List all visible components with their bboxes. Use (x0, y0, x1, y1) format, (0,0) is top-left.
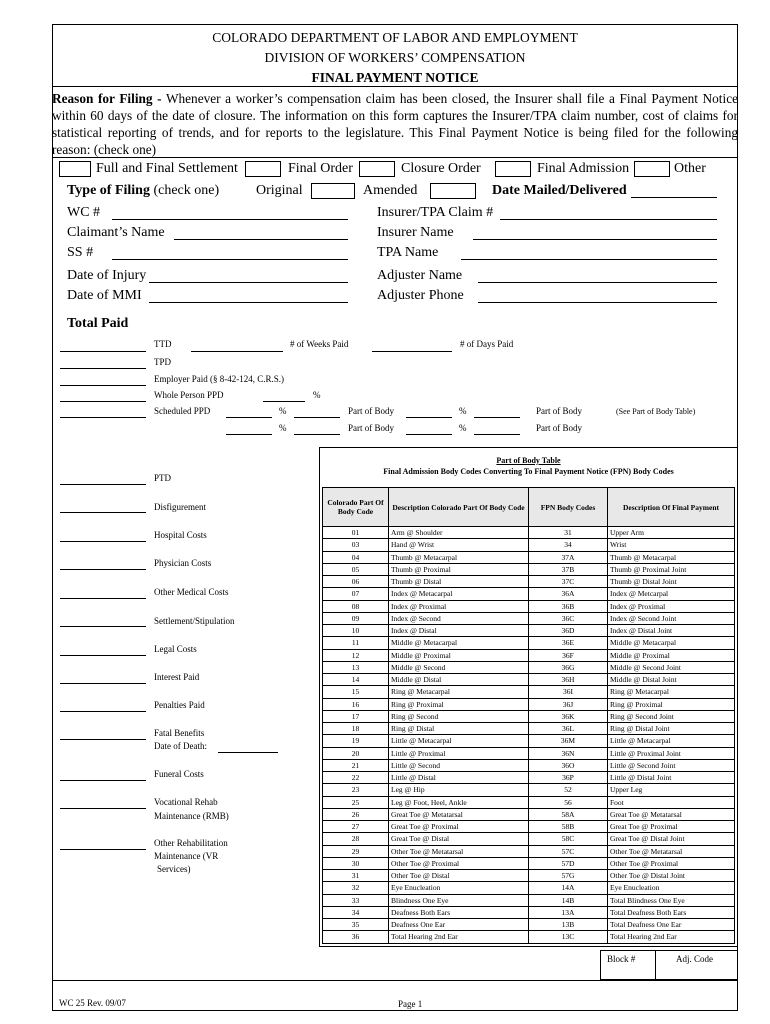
insurer-name-field[interactable] (473, 239, 717, 240)
colorado-desc-cell: Ring @ Metacarpal (389, 686, 529, 698)
fpn-desc-cell: Total Deafness Both Ears (608, 906, 735, 918)
final-order-label: Final Order (288, 161, 353, 176)
table-row (323, 808, 735, 820)
fpn-code-cell: 36K (529, 710, 608, 722)
colorado-desc-cell: Little @ Proximal (389, 747, 529, 759)
colorado-desc-cell: Eye Enucleation (389, 882, 529, 894)
other-rehab-label: Other Rehabilitation (154, 838, 228, 848)
wc-number-field[interactable] (112, 219, 348, 220)
body-table-subtitle: Final Admission Body Codes Converting To Final Payment Notice (FPN) Body Codes (383, 467, 674, 476)
fpn-desc-cell: Other Toe @ Proximal (608, 857, 735, 869)
colorado-code-cell: 07 (323, 588, 389, 600)
legal-costs-field[interactable] (60, 655, 146, 656)
fpn-code-cell: 58C (529, 833, 608, 845)
colorado-code-cell: 12 (323, 649, 389, 661)
ptd-label: PTD (154, 473, 172, 483)
colorado-desc-cell: Great Toe @ Proximal (389, 821, 529, 833)
colorado-code-cell: 15 (323, 686, 389, 698)
table-row (323, 649, 735, 661)
type-of-filing-label: Type of Filing (67, 183, 150, 198)
form-title: FINAL PAYMENT NOTICE (311, 70, 479, 85)
fpn-desc-cell: Wrist (608, 539, 735, 551)
colorado-desc-cell: Hand @ Wrist (389, 539, 529, 551)
type-of-filing (67, 183, 219, 199)
vocational-rehab-label: Vocational Rehab (154, 797, 218, 807)
scheduled-percent-3-sign: % (279, 423, 287, 433)
fpn-desc-cell: Great Toe @ Proximal (608, 821, 735, 833)
penalties-paid-field[interactable] (60, 711, 146, 712)
table-row (323, 784, 735, 796)
colorado-code-cell: 27 (323, 821, 389, 833)
scheduled-percent-4-sign: % (459, 423, 467, 433)
table-row (323, 759, 735, 771)
colorado-code-cell: 04 (323, 551, 389, 563)
fpn-code-cell: 36I (529, 686, 608, 698)
fpn-desc-cell: Thumb @ Metacarpal (608, 551, 735, 563)
fpn-code-cell: 31 (529, 527, 608, 539)
date-of-injury-field[interactable] (149, 282, 348, 283)
fpn-code-cell: 36L (529, 723, 608, 735)
table-row (323, 833, 735, 845)
table-row (323, 551, 735, 563)
colorado-desc-cell: Thumb @ Proximal (389, 563, 529, 575)
funeral-costs-label: Funeral Costs (154, 769, 204, 779)
scheduled-percent-3-field[interactable] (226, 434, 272, 435)
vocational-rehab-field[interactable] (60, 808, 146, 809)
colorado-desc-cell: Blindness One Eye (389, 894, 529, 906)
ttd-label: TTD (154, 339, 172, 349)
type-of-filing-hint: (check one) (149, 183, 220, 198)
colorado-code-cell: 23 (323, 784, 389, 796)
colorado-desc-cell: Ring @ Second (389, 710, 529, 722)
fpn-desc-cell: Index @ Distal Joint (608, 625, 735, 637)
employer-paid-field[interactable] (60, 385, 146, 386)
fpn-desc-cell: Middle @ Second Joint (608, 661, 735, 673)
legal-costs-label: Legal Costs (154, 644, 197, 654)
colorado-desc-cell: Other Toe @ Distal (389, 870, 529, 882)
colorado-code-cell: 30 (323, 857, 389, 869)
fpn-code-cell: 36P (529, 772, 608, 784)
final-order-checkbox[interactable] (245, 161, 281, 177)
colorado-desc-cell: Index @ Metacarpal (389, 588, 529, 600)
funeral-costs-field[interactable] (60, 780, 146, 781)
disfigurement-field[interactable] (60, 512, 146, 513)
colorado-code-cell: 34 (323, 906, 389, 918)
colorado-desc-cell: Middle @ Distal (389, 674, 529, 686)
colorado-code-cell: 31 (323, 870, 389, 882)
days-paid-field[interactable] (372, 351, 452, 352)
insurer-name-label: Insurer Name (377, 225, 454, 240)
colorado-desc-cell: Index @ Proximal (389, 600, 529, 612)
tpd-amount-field[interactable] (60, 368, 146, 369)
colorado-desc-cell: Great Toe @ Distal (389, 833, 529, 845)
other-rehab-maint-label: Maintenance (VR (154, 851, 219, 861)
hospital-costs-field[interactable] (60, 541, 146, 542)
colorado-code-cell: 36 (323, 931, 389, 943)
col-colorado-desc: Description Colorado Part Of Body Code (389, 488, 529, 527)
employer-paid-label: Employer Paid (§ 8-42-124, C.R.S.) (154, 374, 284, 384)
final-admission-checkbox[interactable] (495, 161, 531, 177)
colorado-desc-cell: Arm @ Shoulder (389, 527, 529, 539)
other-label: Other (674, 161, 706, 176)
fpn-code-cell: 34 (529, 539, 608, 551)
claimant-name-label: Claimant’s Name (67, 225, 165, 240)
fpn-desc-cell: Index @ Metcarpal (608, 588, 735, 600)
table-row (323, 747, 735, 759)
fpn-code-cell: 37A (529, 551, 608, 563)
table-row (323, 600, 735, 612)
fpn-desc-cell: Ring @ Second Joint (608, 710, 735, 722)
other-rehab-services-label: Services) (157, 864, 191, 874)
colorado-code-cell: 14 (323, 674, 389, 686)
colorado-code-cell: 20 (323, 747, 389, 759)
closure-order-checkbox[interactable] (359, 161, 395, 177)
fpn-desc-cell: Index @ Second Joint (608, 612, 735, 624)
table-row (323, 576, 735, 588)
colorado-desc-cell: Thumb @ Distal (389, 576, 529, 588)
scheduled-body-4-field[interactable] (474, 434, 520, 435)
fpn-code-cell: 36G (529, 661, 608, 673)
colorado-desc-cell: Deafness One Ear (389, 919, 529, 931)
fpn-desc-cell: Little @ Distal Joint (608, 772, 735, 784)
fpn-desc-cell: Ring @ Metacarpal (608, 686, 735, 698)
other-rehab-field[interactable] (60, 849, 146, 850)
fpn-code-cell: 14A (529, 882, 608, 894)
colorado-desc-cell: Leg @ Foot, Heel, Ankle (389, 796, 529, 808)
fpn-code-cell: 56 (529, 796, 608, 808)
other-checkbox[interactable] (634, 161, 670, 177)
colorado-desc-cell: Middle @ Proximal (389, 649, 529, 661)
colorado-code-cell: 01 (323, 527, 389, 539)
colorado-code-cell: 19 (323, 735, 389, 747)
date-of-death-label: Date of Death: (154, 741, 207, 751)
fpn-desc-cell: Index @ Proximal (608, 600, 735, 612)
colorado-code-cell: 33 (323, 894, 389, 906)
other-medical-label: Other Medical Costs (154, 587, 229, 597)
date-of-death-field[interactable] (218, 752, 278, 753)
date-mailed-field[interactable] (631, 197, 717, 198)
colorado-code-cell: 16 (323, 698, 389, 710)
table-row (323, 563, 735, 575)
ttd-amount-field[interactable] (60, 351, 146, 352)
fpn-code-cell: 36O (529, 759, 608, 771)
page-number: Page 1 (398, 999, 423, 1009)
scheduled-body-2-field[interactable] (474, 417, 520, 418)
fpn-desc-cell: Total Hearing 2nd Ear (608, 931, 735, 943)
other-medical-field[interactable] (60, 598, 146, 599)
fpn-code-cell: 36F (529, 649, 608, 661)
colorado-code-cell: 05 (323, 563, 389, 575)
part-of-body-1-label: Part of Body (348, 406, 394, 416)
amended-label: Amended (363, 183, 418, 198)
table-row (323, 821, 735, 833)
fpn-desc-cell: Middle @ Distal Joint (608, 674, 735, 686)
colorado-code-cell: 03 (323, 539, 389, 551)
table-row (323, 735, 735, 747)
colorado-code-cell: 22 (323, 772, 389, 784)
colorado-code-cell: 11 (323, 637, 389, 649)
reason-text: Whenever a worker’s compensation claim has been closed, the Insurer shall file a Final Payment Notice within 60 days of the date of closure. The information on this form captures the Insurer/TPA claim number, cost of claims for statistical reporting of trends, and for reports to the legislature. This Final Payment Notice is being filed for the following reason: (check one) (52, 91, 738, 157)
colorado-desc-cell: Index @ Second (389, 612, 529, 624)
table-row (323, 625, 735, 637)
date-of-mmi-label: Date of MMI (67, 288, 142, 303)
fpn-code-cell: 58B (529, 821, 608, 833)
fpn-code-cell: 37B (529, 563, 608, 575)
colorado-code-cell: 32 (323, 882, 389, 894)
body-table-rows (323, 527, 735, 944)
full-final-label: Full and Final Settlement (96, 161, 238, 176)
part-of-body-3-label: Part of Body (348, 423, 394, 433)
ss-number-field[interactable] (112, 259, 348, 260)
table-row (323, 723, 735, 735)
colorado-desc-cell: Other Toe @ Proximal (389, 857, 529, 869)
footer-divider (52, 980, 738, 981)
colorado-code-cell: 25 (323, 796, 389, 808)
colorado-code-cell: 35 (323, 919, 389, 931)
whole-person-percent-field[interactable] (263, 401, 305, 402)
table-row (323, 919, 735, 931)
table-row (323, 637, 735, 649)
settlement-label: Settlement/Stipulation (154, 616, 235, 626)
fpn-desc-cell: Total Blindness One Eye (608, 894, 735, 906)
colorado-desc-cell: Little @ Metacarpal (389, 735, 529, 747)
table-row (323, 845, 735, 857)
fpn-desc-cell: Little @ Second Joint (608, 759, 735, 771)
colorado-desc-cell: Great Toe @ Metatarsal (389, 808, 529, 820)
fpn-code-cell: 36B (529, 600, 608, 612)
penalties-paid-label: Penalties Paid (154, 700, 205, 710)
insurer-claim-label: Insurer/TPA Claim # (377, 205, 494, 220)
colorado-desc-cell: Index @ Distal (389, 625, 529, 637)
scheduled-amount-field[interactable] (60, 417, 146, 418)
fpn-desc-cell: Eye Enucleation (608, 882, 735, 894)
colorado-code-cell: 10 (323, 625, 389, 637)
fpn-desc-cell: Other Toe @ Distal Joint (608, 870, 735, 882)
scheduled-percent-4-field[interactable] (406, 434, 452, 435)
colorado-code-cell: 09 (323, 612, 389, 624)
ss-number-label: SS # (67, 245, 94, 260)
reason-paragraph (52, 90, 738, 158)
whole-person-percent-sign: % (313, 390, 321, 400)
final-admission-label: Final Admission (537, 161, 630, 176)
table-row (323, 612, 735, 624)
settlement-field[interactable] (60, 626, 146, 627)
table-row (323, 906, 735, 918)
fpn-code-cell: 14B (529, 894, 608, 906)
fpn-code-cell: 57G (529, 870, 608, 882)
tpa-name-label: TPA Name (377, 245, 439, 260)
fpn-code-cell: 36D (529, 625, 608, 637)
colorado-code-cell: 08 (323, 600, 389, 612)
fpn-code-cell: 52 (529, 784, 608, 796)
adjuster-phone-label: Adjuster Phone (377, 288, 464, 303)
hospital-costs-label: Hospital Costs (154, 530, 207, 540)
scheduled-body-3-field[interactable] (294, 434, 340, 435)
disfigurement-label: Disfigurement (154, 502, 206, 512)
fpn-desc-cell: Thumb @ Proximal Joint (608, 563, 735, 575)
colorado-code-cell: 18 (323, 723, 389, 735)
interest-paid-label: Interest Paid (154, 672, 200, 682)
tpd-label: TPD (154, 357, 172, 367)
weeks-paid-label: # of Weeks Paid (290, 339, 349, 349)
block-adj-divider (655, 950, 656, 980)
tpa-name-field[interactable] (461, 259, 717, 260)
fatal-benefits-field[interactable] (60, 739, 146, 740)
claimant-name-field[interactable] (174, 239, 348, 240)
body-code-table (322, 487, 735, 944)
form-id: WC 25 Rev. 09/07 (59, 998, 126, 1008)
fpn-desc-cell: Great Toe @ Distal Joint (608, 833, 735, 845)
col-fpn-desc: Description Of Final Payment (608, 488, 735, 527)
colorado-code-cell: 13 (323, 661, 389, 673)
table-row (323, 698, 735, 710)
colorado-desc-cell: Leg @ Hip (389, 784, 529, 796)
fpn-desc-cell: Total Deafness One Ear (608, 919, 735, 931)
reason-label: Reason for Filing - (52, 91, 162, 106)
colorado-code-cell: 28 (323, 833, 389, 845)
fpn-desc-cell: Little @ Proximal Joint (608, 747, 735, 759)
fpn-code-cell: 57C (529, 845, 608, 857)
col-colorado-code: Colorado Part Of Body Code (323, 488, 389, 527)
weeks-paid-field[interactable] (191, 351, 283, 352)
physician-costs-field[interactable] (60, 569, 146, 570)
fpn-desc-cell: Thumb @ Distal Joint (608, 576, 735, 588)
table-row (323, 527, 735, 539)
table-row (323, 931, 735, 943)
fpn-code-cell: 36A (529, 588, 608, 600)
ptd-field[interactable] (60, 484, 146, 485)
fpn-code-cell: 13C (529, 931, 608, 943)
col-fpn-code: FPN Body Codes (529, 488, 608, 527)
whole-person-label: Whole Person PPD (154, 390, 224, 400)
date-of-injury-label: Date of Injury (67, 268, 147, 283)
scheduled-label: Scheduled PPD (154, 406, 211, 416)
interest-paid-field[interactable] (60, 683, 146, 684)
table-row (323, 882, 735, 894)
colorado-desc-cell: Little @ Second (389, 759, 529, 771)
fpn-code-cell: 36E (529, 637, 608, 649)
fpn-desc-cell: Upper Arm (608, 527, 735, 539)
division-title: DIVISION OF WORKERS’ COMPENSATION (264, 50, 526, 65)
scheduled-percent-1-field[interactable] (226, 417, 272, 418)
fatal-benefits-label: Fatal Benefits (154, 728, 205, 738)
table-row (323, 539, 735, 551)
see-table-note: (See Part of Body Table) (616, 407, 696, 416)
fpn-code-cell: 13A (529, 906, 608, 918)
adj-code-label: Adj. Code (676, 954, 713, 964)
original-label: Original (256, 183, 303, 198)
table-row (323, 894, 735, 906)
fpn-desc-cell: Upper Leg (608, 784, 735, 796)
table-row (323, 857, 735, 869)
physician-costs-label: Physician Costs (154, 558, 212, 568)
full-final-checkbox[interactable] (59, 161, 91, 177)
date-mailed-label: Date Mailed/Delivered (492, 183, 627, 198)
table-row (323, 710, 735, 722)
table-row (323, 772, 735, 784)
colorado-desc-cell: Other Toe @ Metatarsal (389, 845, 529, 857)
fpn-desc-cell: Ring @ Proximal (608, 698, 735, 710)
colorado-desc-cell: Thumb @ Metacarpal (389, 551, 529, 563)
colorado-desc-cell: Deafness Both Ears (389, 906, 529, 918)
colorado-desc-cell: Middle @ Metacarpal (389, 637, 529, 649)
colorado-desc-cell: Middle @ Second (389, 661, 529, 673)
table-row (323, 588, 735, 600)
closure-order-label: Closure Order (401, 161, 481, 176)
block-number-label: Block # (607, 954, 636, 964)
fpn-code-cell: 36J (529, 698, 608, 710)
date-of-mmi-field[interactable] (149, 302, 348, 303)
fpn-code-cell: 57D (529, 857, 608, 869)
fpn-desc-cell: Middle @ Proximal (608, 649, 735, 661)
fpn-desc-cell: Foot (608, 796, 735, 808)
header-divider (52, 86, 738, 87)
table-row (323, 674, 735, 686)
colorado-code-cell: 21 (323, 759, 389, 771)
part-of-body-4-label: Part of Body (536, 423, 582, 433)
colorado-code-cell: 06 (323, 576, 389, 588)
fpn-code-cell: 37C (529, 576, 608, 588)
days-paid-label: # of Days Paid (460, 339, 514, 349)
original-checkbox[interactable] (311, 183, 355, 199)
colorado-desc-cell: Little @ Distal (389, 772, 529, 784)
vocational-rmb-label: Maintenance (RMB) (154, 811, 229, 821)
wc-number-label: WC # (67, 205, 101, 220)
colorado-code-cell: 29 (323, 845, 389, 857)
total-paid-title: Total Paid (67, 316, 129, 331)
scheduled-percent-2-field[interactable] (406, 417, 452, 418)
fpn-code-cell: 36M (529, 735, 608, 747)
fpn-code-cell: 36N (529, 747, 608, 759)
table-row (323, 796, 735, 808)
colorado-desc-cell: Ring @ Distal (389, 723, 529, 735)
colorado-code-cell: 26 (323, 808, 389, 820)
table-row (323, 870, 735, 882)
body-table-title: Part of Body Table (496, 456, 561, 465)
fpn-desc-cell: Ring @ Distal Joint (608, 723, 735, 735)
fpn-desc-cell: Middle @ Metacarpal (608, 637, 735, 649)
fpn-desc-cell: Great Toe @ Metatarsal (608, 808, 735, 820)
table-row (323, 661, 735, 673)
part-of-body-table (319, 447, 738, 947)
fpn-code-cell: 58A (529, 808, 608, 820)
adjuster-name-label: Adjuster Name (377, 268, 463, 283)
adjuster-phone-field[interactable] (478, 302, 717, 303)
part-of-body-2-label: Part of Body (536, 406, 582, 416)
agency-title: COLORADO DEPARTMENT OF LABOR AND EMPLOYMENT (212, 30, 578, 45)
fpn-code-cell: 36H (529, 674, 608, 686)
fpn-code-cell: 36C (529, 612, 608, 624)
scheduled-percent-1-sign: % (279, 406, 287, 416)
whole-person-amount-field[interactable] (60, 401, 146, 402)
body-table-header-row (323, 488, 735, 527)
colorado-desc-cell: Total Hearing 2nd Ear (389, 931, 529, 943)
insurer-claim-field[interactable] (500, 219, 717, 220)
scheduled-percent-2-sign: % (459, 406, 467, 416)
colorado-desc-cell: Ring @ Proximal (389, 698, 529, 710)
fpn-desc-cell: Little @ Metacarpal (608, 735, 735, 747)
amended-checkbox[interactable] (430, 183, 476, 199)
fpn-desc-cell: Other Toe @ Metatarsal (608, 845, 735, 857)
body-table-heading (320, 455, 737, 477)
colorado-code-cell: 17 (323, 710, 389, 722)
scheduled-body-1-field[interactable] (294, 417, 340, 418)
adjuster-name-field[interactable] (478, 282, 717, 283)
fpn-code-cell: 13B (529, 919, 608, 931)
table-row (323, 686, 735, 698)
